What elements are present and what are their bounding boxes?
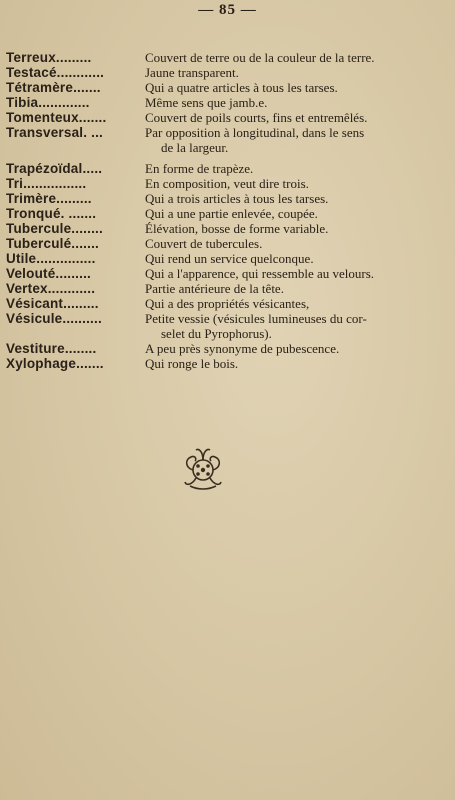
entry-term: Vestiture........ (6, 341, 97, 356)
entry-term: Transversal. ... (6, 125, 104, 140)
entry-term: Trimère......... (6, 191, 92, 206)
glossary-entry-utile (6, 251, 446, 266)
entry-term: Utile............... (6, 251, 96, 266)
glossary-entry-vesicule (6, 311, 446, 341)
entry-definition: En composition, veut dire trois. (145, 176, 309, 191)
entry-definition: Qui a l'apparence, qui ressemble au velours. (145, 266, 375, 281)
glossary-entry-tri (6, 176, 446, 191)
entry-definition: Couvert de terre ou de la couleur de la terre. (145, 50, 375, 65)
entry-definition: Qui a quatre articles à tous les tarses. (145, 80, 338, 95)
entry-definition: Partie antérieure de la tête. (145, 281, 284, 296)
glossary-entry-testace (6, 65, 446, 80)
entry-definition: Couvert de tubercules. (145, 236, 263, 251)
glossary-entry-tomenteux (6, 110, 446, 125)
glossary-entry-tetramere (6, 80, 446, 95)
glossary-entry-tibia (6, 95, 446, 110)
entry-definition-continuation: selet du Pyrophorus). (161, 326, 272, 341)
glossary-entry-terreux (6, 50, 446, 65)
decorative-flower-ornament-icon (176, 440, 230, 494)
glossary-entry-transversal (6, 125, 446, 155)
entry-definition-line: Petite vessie (vésicules lumineuses du cor- (145, 311, 367, 326)
entry-term: Xylophage....... (6, 356, 104, 371)
entry-term: Tuberculé....... (6, 236, 99, 251)
glossary-entry-tubercule (6, 221, 446, 236)
entry-term: Testacé............ (6, 65, 105, 80)
entry-term: Tomenteux....... (6, 110, 107, 125)
entry-term: Vésicule.......... (6, 311, 102, 326)
entry-definition (143, 311, 446, 341)
page-number: — 85 — (198, 2, 257, 18)
entry-term: Vertex............ (6, 281, 96, 296)
entry-term: Velouté......... (6, 266, 91, 281)
entry-term: Tronqué. ....... (6, 206, 97, 221)
entry-term: Tri................ (6, 176, 87, 191)
glossary-entry-xylophage (6, 356, 446, 371)
entry-definition: Couvert de poils courts, fins et entremêlés. (145, 110, 368, 125)
glossary-entry-trimere (6, 191, 446, 206)
glossary-entry-vestiture (6, 341, 446, 356)
entry-definition: A peu près synonyme de pubescence. (145, 341, 340, 356)
glossary-entry-tronque (6, 206, 446, 221)
entry-term: Tibia............. (6, 95, 90, 110)
entry-definition: Jaune transparent. (145, 65, 239, 80)
entry-definition: Qui a trois articles à tous les tarses. (145, 191, 329, 206)
glossary-entry-vesicant (6, 296, 446, 311)
entry-definition: Même sens que jamb.e. (145, 95, 268, 110)
entry-definition-line: Par opposition à longitudinal, dans le sens (145, 125, 365, 140)
entry-definition: Élévation, bosse de forme variable. (145, 221, 329, 236)
entry-definition: Qui rend un service quelconque. (145, 251, 314, 266)
glossary-list (6, 50, 446, 371)
glossary-entry-veloute (6, 266, 446, 281)
glossary-entry-trapezoidal (6, 161, 446, 176)
entry-definition (143, 125, 446, 155)
entry-term: Tétramère....... (6, 80, 101, 95)
entry-definition-continuation: de la largeur. (161, 140, 229, 155)
entry-definition: Qui ronge le bois. (145, 356, 239, 371)
entry-definition: Qui a une partie enlevée, coupée. (145, 206, 318, 221)
entry-term: Tubercule........ (6, 221, 103, 236)
entry-term: Trapézoïdal..... (6, 161, 103, 176)
glossary-entry-tubercule-adj (6, 236, 446, 251)
entry-term: Vésicant......... (6, 296, 99, 311)
entry-term: Terreux......... (6, 50, 92, 65)
entry-definition: Qui a des propriétés vésicantes, (145, 296, 310, 311)
glossary-entry-vertex (6, 281, 446, 296)
entry-definition: En forme de trapèze. (145, 161, 254, 176)
